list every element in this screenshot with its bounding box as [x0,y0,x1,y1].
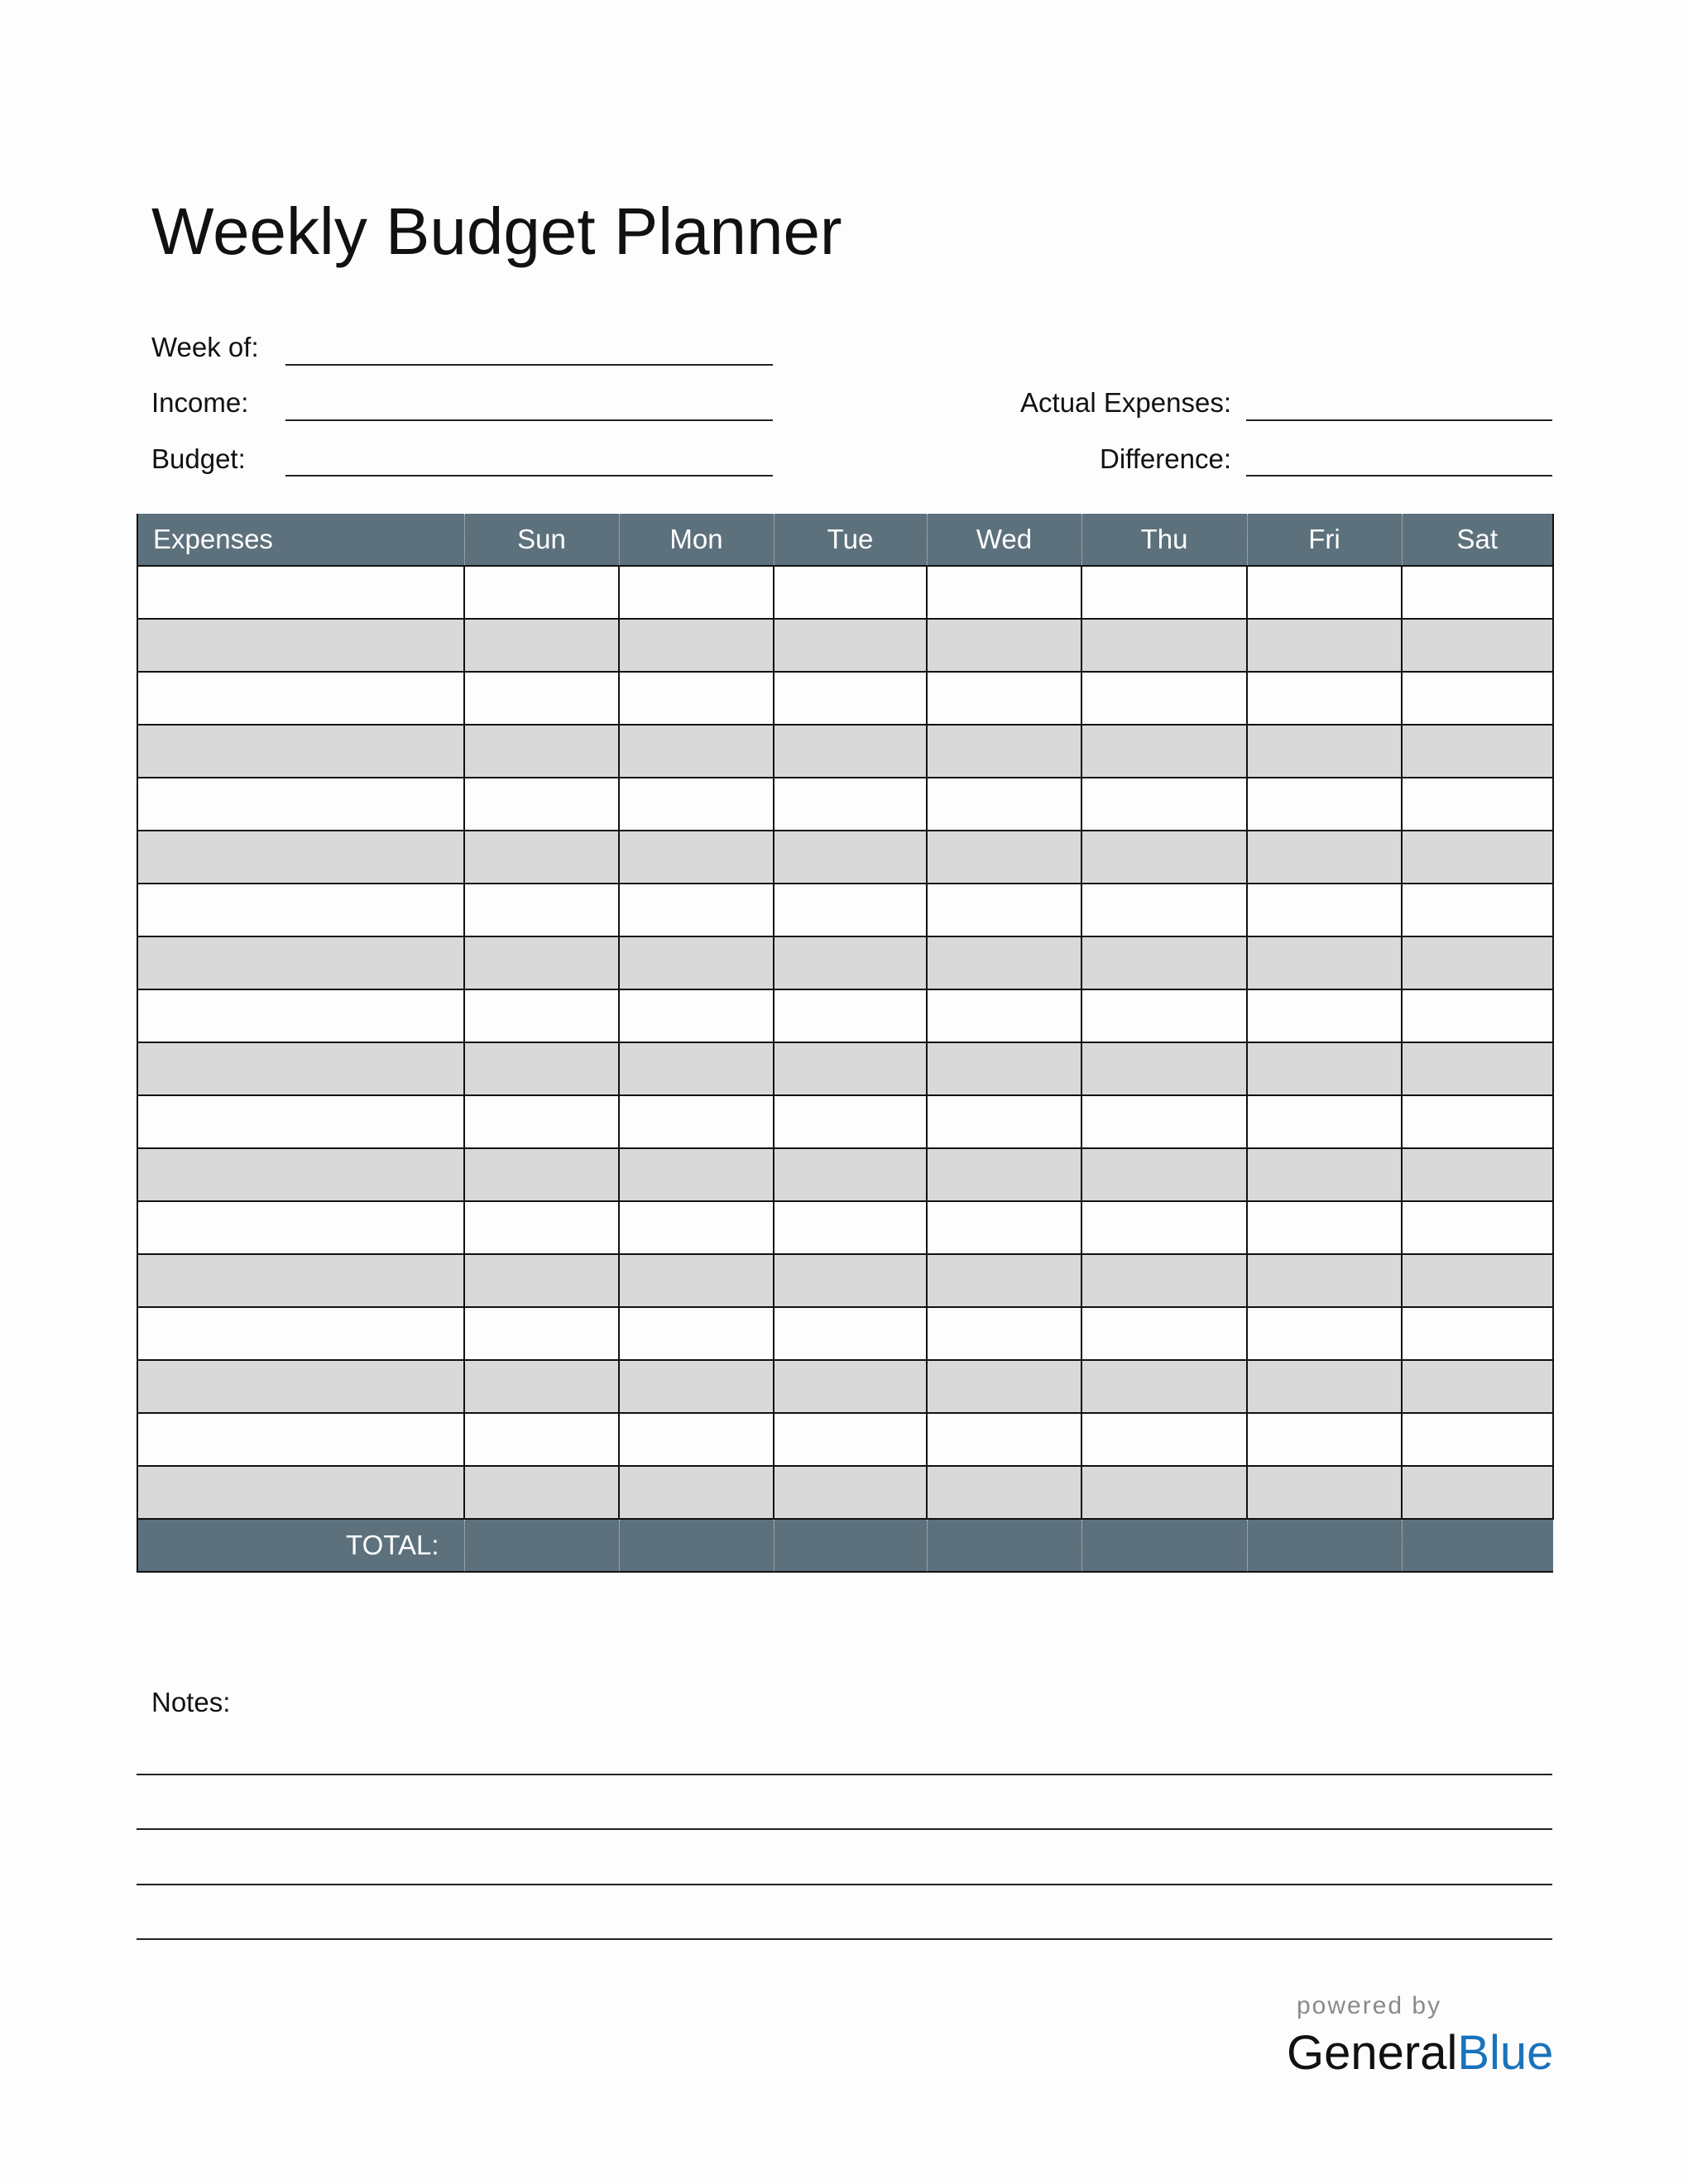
expense-amount-cell[interactable] [1247,831,1402,884]
expense-amount-cell[interactable] [1247,672,1402,725]
expense-amount-cell[interactable] [1402,566,1553,619]
difference-label: Difference: [1100,443,1231,474]
expense-amount-cell[interactable] [1247,1148,1402,1201]
header-wed: Wed [927,514,1081,566]
expense-amount-cell[interactable] [619,884,774,936]
expense-amount-cell[interactable] [1247,989,1402,1042]
expense-name-cell[interactable] [137,1360,464,1413]
header-thu: Thu [1081,514,1247,566]
expense-name-cell[interactable] [137,831,464,884]
powered-by-text: powered by [1297,1992,1442,2019]
expense-amount-cell[interactable] [927,1095,1081,1148]
total-label: TOTAL: [137,1519,464,1572]
expense-amount-cell[interactable] [1402,1095,1553,1148]
expense-amount-cell[interactable] [464,936,619,989]
expense-amount-cell[interactable] [1402,831,1553,884]
actual-expenses-field[interactable] [1246,419,1552,421]
expense-amount-cell[interactable] [464,1307,619,1360]
expense-amount-cell[interactable] [1081,1307,1247,1360]
expense-amount-cell[interactable] [774,1148,927,1201]
header-fri: Fri [1247,514,1402,566]
expense-amount-cell[interactable] [1402,672,1553,725]
table-row [137,1148,1553,1201]
expense-amount-cell[interactable] [619,1466,774,1519]
expense-amount-cell[interactable] [927,1042,1081,1095]
week-of-label: Week of: [151,332,259,362]
header-sun: Sun [464,514,619,566]
expense-amount-cell[interactable] [619,1201,774,1254]
actual-expenses-label: Actual Expenses: [1020,387,1231,418]
expense-amount-cell[interactable] [464,566,619,619]
expense-amount-cell[interactable] [1247,936,1402,989]
expense-amount-cell[interactable] [464,989,619,1042]
expense-amount-cell[interactable] [464,831,619,884]
total-row [137,1519,1553,1572]
table-row [137,725,1553,778]
expense-name-cell[interactable] [137,778,464,831]
expense-amount-cell[interactable] [1247,1201,1402,1254]
table-row [137,989,1553,1042]
expense-amount-cell[interactable] [1247,566,1402,619]
logo-blue: Blue [1457,2026,1554,2080]
expense-amount-cell[interactable] [774,1254,927,1307]
generalblue-logo [1287,2025,1553,2081]
logo-general: General [1287,2026,1458,2080]
notes-line[interactable] [137,1828,1552,1830]
expense-amount-cell[interactable] [1402,1042,1553,1095]
expense-amount-cell[interactable] [1081,1360,1247,1413]
table-row [137,1042,1553,1095]
expense-amount-cell[interactable] [774,725,927,778]
total-cell[interactable] [1247,1519,1402,1572]
expense-amount-cell[interactable] [1081,1095,1247,1148]
expense-amount-cell[interactable] [464,1254,619,1307]
expense-amount-cell[interactable] [1247,725,1402,778]
expense-amount-cell[interactable] [927,1307,1081,1360]
expense-amount-cell[interactable] [1081,1042,1247,1095]
expense-amount-cell[interactable] [464,1466,619,1519]
expense-amount-cell[interactable] [1402,1307,1553,1360]
notes-line[interactable] [137,1938,1552,1940]
expense-amount-cell[interactable] [619,566,774,619]
expense-amount-cell[interactable] [927,884,1081,936]
expense-name-cell[interactable] [137,725,464,778]
expense-amount-cell[interactable] [774,1201,927,1254]
expense-name-cell[interactable] [137,884,464,936]
expense-amount-cell[interactable] [619,1148,774,1201]
expense-amount-cell[interactable] [1247,884,1402,936]
expense-amount-cell[interactable] [1247,1360,1402,1413]
expense-amount-cell[interactable] [927,1254,1081,1307]
expense-name-cell[interactable] [137,1095,464,1148]
expense-amount-cell[interactable] [1402,1466,1553,1519]
expense-amount-cell[interactable] [464,619,619,672]
expense-amount-cell[interactable] [1402,1413,1553,1466]
expense-amount-cell[interactable] [464,1042,619,1095]
expense-amount-cell[interactable] [1247,1413,1402,1466]
income-label: Income: [151,387,249,418]
expense-amount-cell[interactable] [1081,1413,1247,1466]
expense-name-cell[interactable] [137,1148,464,1201]
table-row [137,1466,1553,1519]
expense-amount-cell[interactable] [464,1413,619,1466]
expense-name-cell[interactable] [137,1466,464,1519]
expense-amount-cell[interactable] [619,1254,774,1307]
table-row [137,672,1553,725]
expense-amount-cell[interactable] [927,989,1081,1042]
expense-amount-cell[interactable] [1081,989,1247,1042]
expense-amount-cell[interactable] [1247,1042,1402,1095]
notes-line[interactable] [137,1774,1552,1775]
table-row [137,831,1553,884]
expense-name-cell[interactable] [137,1042,464,1095]
expense-amount-cell[interactable] [774,1307,927,1360]
table-row [137,1201,1553,1254]
expense-amount-cell[interactable] [464,672,619,725]
notes-line[interactable] [137,1884,1552,1885]
expense-amount-cell[interactable] [1247,778,1402,831]
expense-amount-cell[interactable] [1081,1148,1247,1201]
expense-amount-cell[interactable] [619,989,774,1042]
expense-amount-cell[interactable] [464,884,619,936]
total-cell[interactable] [927,1519,1081,1572]
expense-amount-cell[interactable] [619,778,774,831]
page-title: Weekly Budget Planner [151,194,842,268]
total-cell[interactable] [464,1519,619,1572]
expense-amount-cell[interactable] [1247,1095,1402,1148]
expense-amount-cell[interactable] [619,936,774,989]
expense-amount-cell[interactable] [774,778,927,831]
expense-amount-cell[interactable] [927,1201,1081,1254]
expense-amount-cell[interactable] [927,936,1081,989]
expense-amount-cell[interactable] [1081,672,1247,725]
table-row [137,1307,1553,1360]
expense-amount-cell[interactable] [774,1466,927,1519]
expense-amount-cell[interactable] [927,619,1081,672]
table-row [137,936,1553,989]
expense-table [137,514,1554,1573]
expense-amount-cell[interactable] [774,1095,927,1148]
expense-amount-cell[interactable] [464,1148,619,1201]
expense-amount-cell[interactable] [1081,831,1247,884]
expense-amount-cell[interactable] [1081,884,1247,936]
expense-amount-cell[interactable] [1081,778,1247,831]
table-row [137,1413,1553,1466]
week-of-field[interactable] [285,364,773,366]
budget-field[interactable] [285,475,773,477]
header-mon: Mon [619,514,774,566]
expense-amount-cell[interactable] [619,1095,774,1148]
expense-amount-cell[interactable] [1081,619,1247,672]
income-field[interactable] [285,419,773,421]
total-cell[interactable] [1402,1519,1553,1572]
expense-amount-cell[interactable] [619,672,774,725]
table-header-row [137,514,1553,566]
expense-amount-cell[interactable] [927,725,1081,778]
expense-amount-cell[interactable] [774,884,927,936]
expense-amount-cell[interactable] [1081,1466,1247,1519]
expense-amount-cell[interactable] [1402,619,1553,672]
expense-amount-cell[interactable] [464,1360,619,1413]
total-cell[interactable] [1081,1519,1247,1572]
expense-amount-cell[interactable] [1081,725,1247,778]
expense-amount-cell[interactable] [1081,566,1247,619]
expense-amount-cell[interactable] [619,1360,774,1413]
expense-amount-cell[interactable] [619,619,774,672]
table-row [137,778,1553,831]
expense-name-cell[interactable] [137,936,464,989]
table-row [137,1254,1553,1307]
expense-amount-cell[interactable] [927,1466,1081,1519]
table-row [137,884,1553,936]
expense-amount-cell[interactable] [1402,884,1553,936]
header-tue: Tue [774,514,927,566]
expense-amount-cell[interactable] [464,778,619,831]
expense-name-cell[interactable] [137,672,464,725]
expense-amount-cell[interactable] [1247,1466,1402,1519]
header-expenses: Expenses [137,514,464,566]
expense-amount-cell[interactable] [774,989,927,1042]
table-row [137,1360,1553,1413]
expense-amount-cell[interactable] [619,1042,774,1095]
expense-amount-cell[interactable] [774,936,927,989]
expense-amount-cell[interactable] [1081,936,1247,989]
expense-amount-cell[interactable] [1402,725,1553,778]
expense-amount-cell[interactable] [619,831,774,884]
expense-name-cell[interactable] [137,619,464,672]
table-row [137,619,1553,672]
table-row [137,566,1553,619]
expense-amount-cell[interactable] [927,566,1081,619]
expense-amount-cell[interactable] [774,619,927,672]
expense-amount-cell[interactable] [927,1413,1081,1466]
expense-amount-cell[interactable] [464,1095,619,1148]
expense-name-cell[interactable] [137,1413,464,1466]
expense-amount-cell[interactable] [774,1413,927,1466]
expense-amount-cell[interactable] [1402,1148,1553,1201]
difference-field[interactable] [1246,475,1552,477]
expense-amount-cell[interactable] [927,1360,1081,1413]
table-row [137,1095,1553,1148]
expense-amount-cell[interactable] [1247,1254,1402,1307]
budget-label: Budget: [151,443,246,474]
expense-amount-cell[interactable] [1402,1360,1553,1413]
expense-amount-cell[interactable] [927,831,1081,884]
expense-amount-cell[interactable] [1247,1307,1402,1360]
expense-name-cell[interactable] [137,1307,464,1360]
expense-amount-cell[interactable] [1247,619,1402,672]
expense-name-cell[interactable] [137,1201,464,1254]
expense-amount-cell[interactable] [774,831,927,884]
expense-amount-cell[interactable] [774,672,927,725]
total-cell[interactable] [774,1519,927,1572]
expense-amount-cell[interactable] [774,1360,927,1413]
expense-amount-cell[interactable] [1402,1201,1553,1254]
expense-name-cell[interactable] [137,1254,464,1307]
expense-name-cell[interactable] [137,566,464,619]
total-cell[interactable] [619,1519,774,1572]
notes-label: Notes: [151,1687,231,1717]
expense-amount-cell[interactable] [927,778,1081,831]
expense-amount-cell[interactable] [927,1148,1081,1201]
expense-amount-cell[interactable] [1402,778,1553,831]
expense-amount-cell[interactable] [619,1307,774,1360]
expense-amount-cell[interactable] [464,725,619,778]
header-sat: Sat [1402,514,1553,566]
expense-amount-cell[interactable] [1081,1254,1247,1307]
expense-amount-cell[interactable] [927,672,1081,725]
expense-amount-cell[interactable] [619,1413,774,1466]
expense-amount-cell[interactable] [1081,1201,1247,1254]
expense-amount-cell[interactable] [774,1042,927,1095]
expense-amount-cell[interactable] [619,725,774,778]
expense-amount-cell[interactable] [464,1201,619,1254]
expense-name-cell[interactable] [137,989,464,1042]
expense-amount-cell[interactable] [1402,1254,1553,1307]
expense-amount-cell[interactable] [774,566,927,619]
expense-amount-cell[interactable] [1402,989,1553,1042]
expense-amount-cell[interactable] [1402,936,1553,989]
